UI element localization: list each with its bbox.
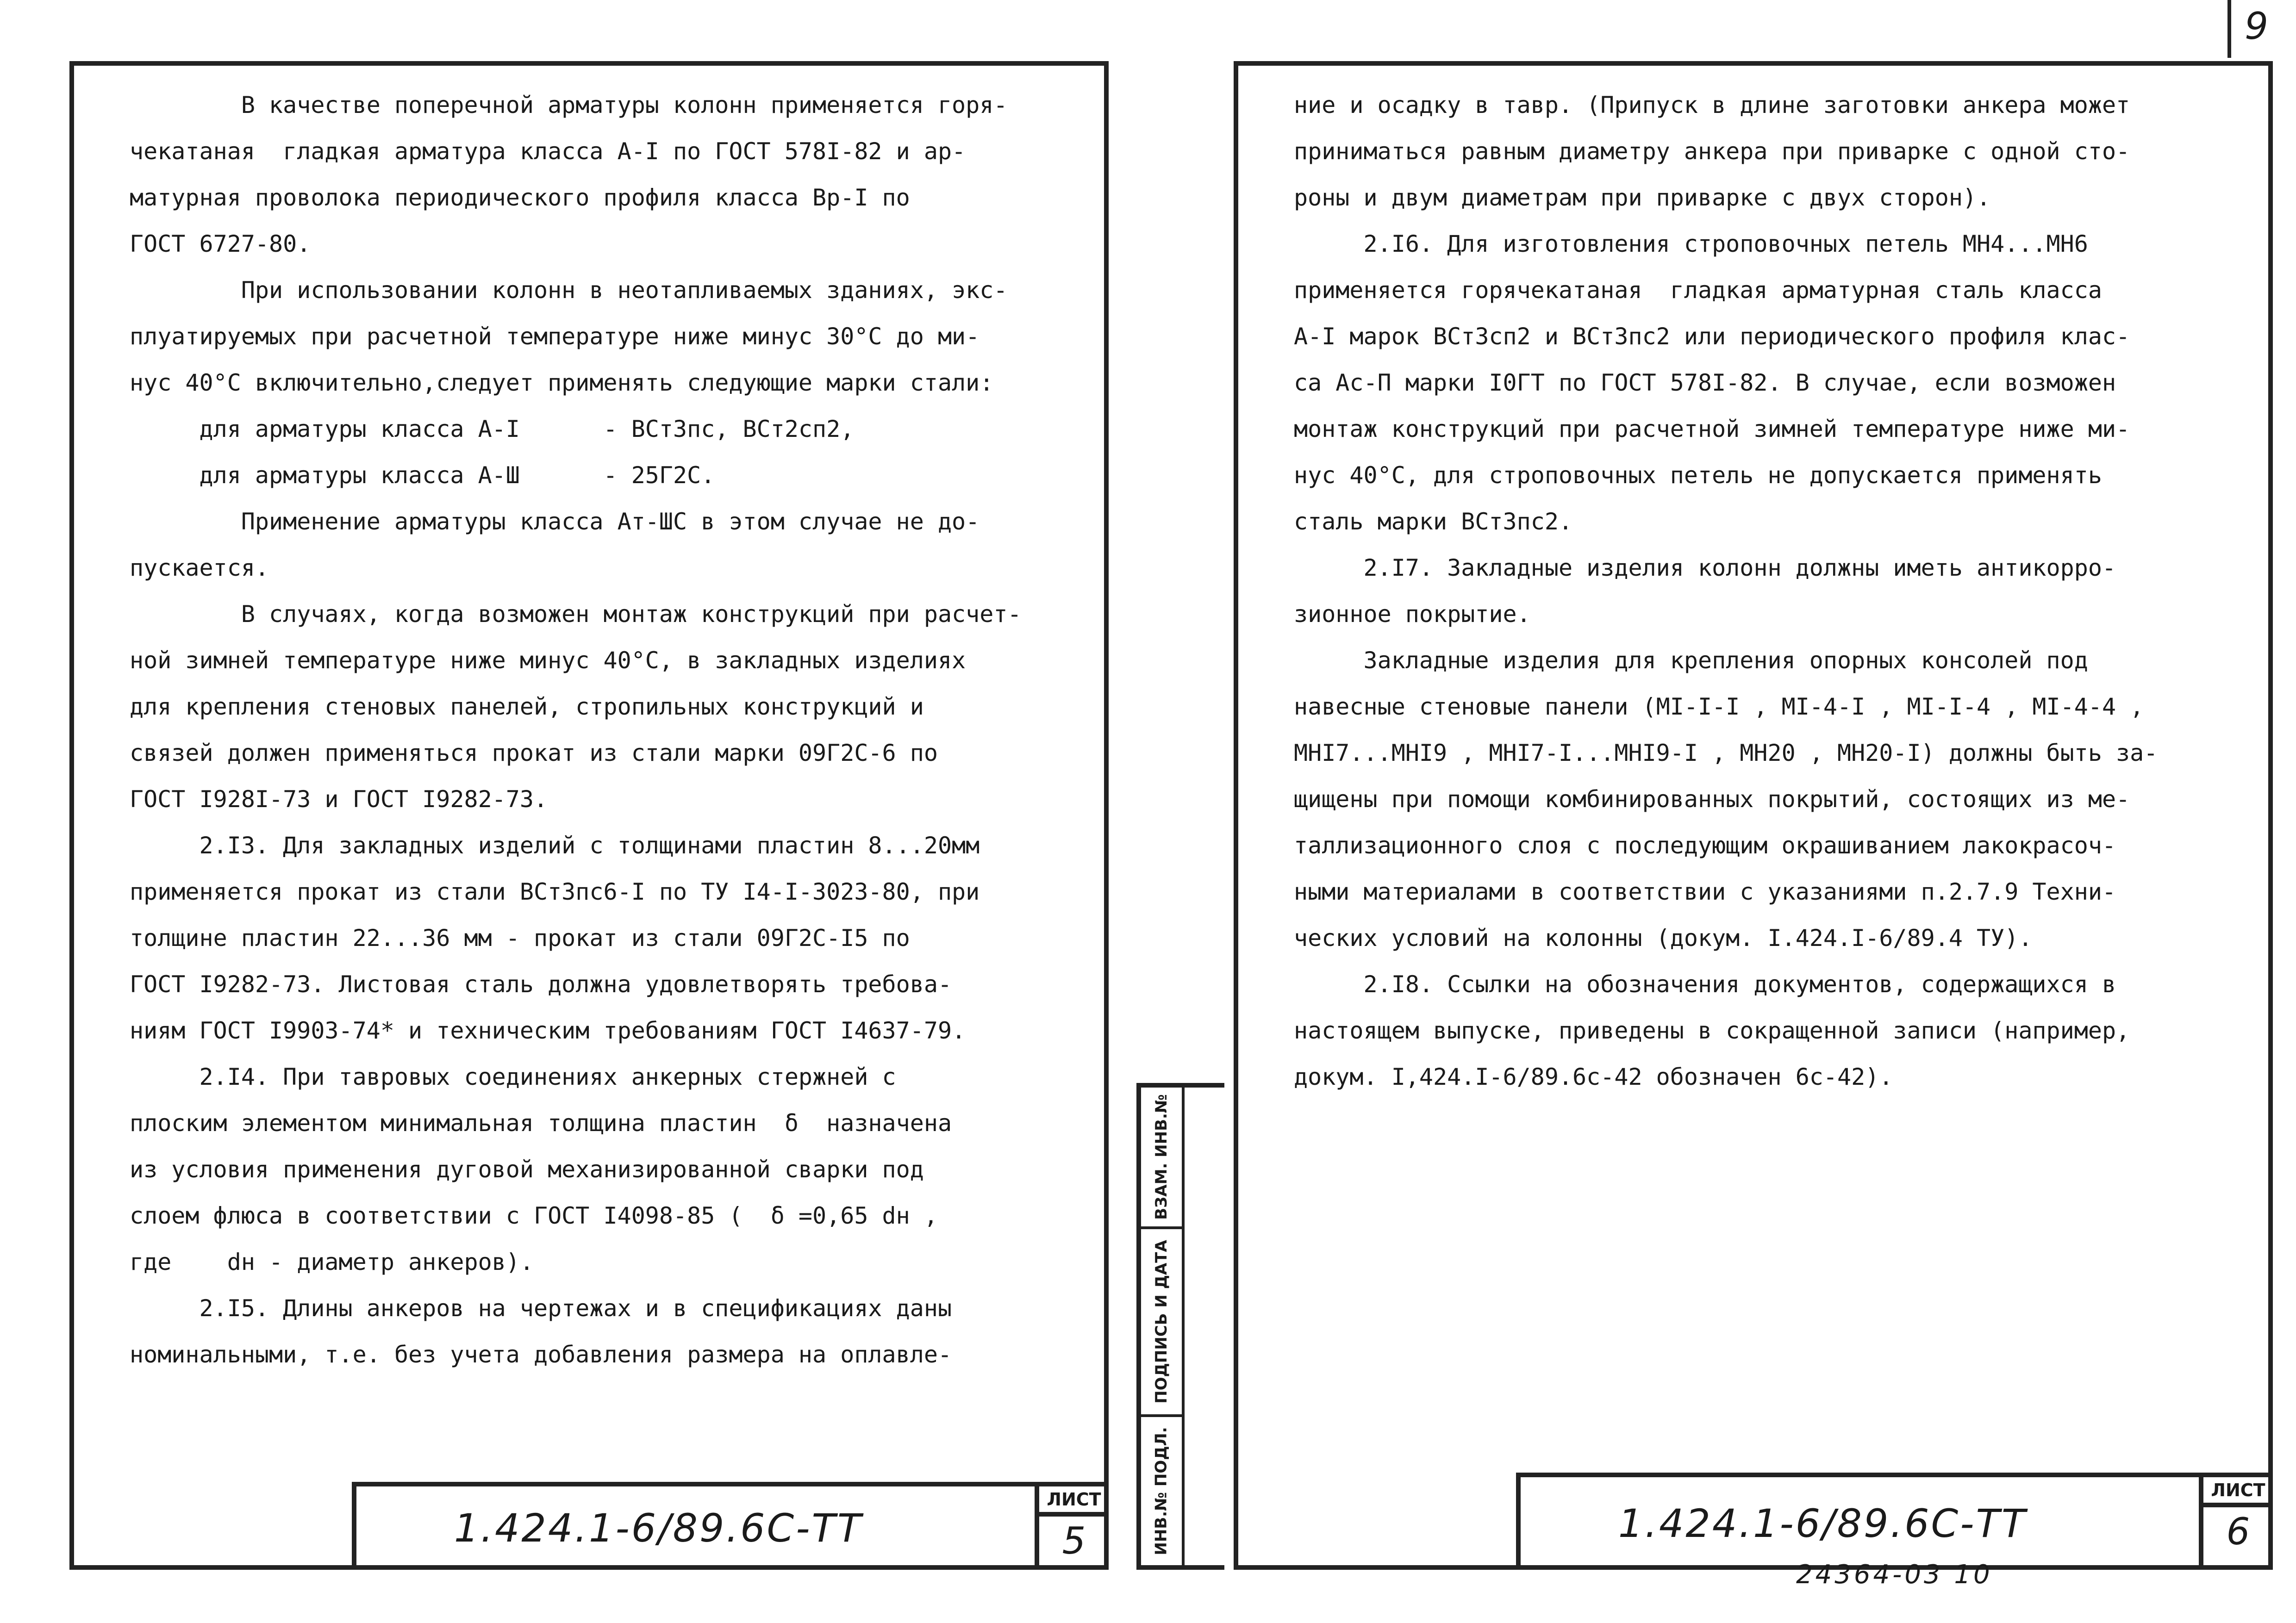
right-text-line: применяется горячекатаная гладкая арматурная сталь класса <box>1294 277 2102 304</box>
right-sheet-label: ЛИСТ <box>2203 1477 2273 1507</box>
strip-cell-podpis <box>1141 1229 1182 1417</box>
left-text-line: плоским элементом минимальная толщина пластин δ назначена <box>130 1110 952 1137</box>
right-text-line: монтаж конструкций при расчетной зимней температуре ниже ми- <box>1294 416 2130 442</box>
left-text-line: ниям ГОСТ I9903-74* и техническим требованиям ГОСТ I4637-79. <box>130 1017 966 1044</box>
left-text-line: Применение арматуры класса Ат-ШС в этом случае не до- <box>130 508 980 535</box>
left-text-line: для крепления стеновых панелей, стропильных конструкций и <box>130 693 924 720</box>
right-text-line: сталь марки ВСт3пс2. <box>1294 508 1573 535</box>
left-document-code: 1.424.1-6/89.6С-ТТ <box>454 1505 863 1551</box>
right-text-line: ческих условий на колонны (докум. I.424.I-6/89.4 ТУ). <box>1294 925 2033 951</box>
right-text-line: роны и двум диаметрам при приварке с двух сторон). <box>1294 184 1991 211</box>
right-sheet-number: 6 <box>2226 1510 2250 1553</box>
right-text-line: таллизационного слоя с последующим окрашиванием лакокрасоч- <box>1294 832 2116 859</box>
left-text-line: где dн - диаметр анкеров). <box>130 1249 534 1275</box>
left-text-line: В качестве поперечной арматуры колонн применяется горя- <box>130 92 1008 118</box>
left-text-line: 2.I4. При тавровых соединениях анкерных стержней с <box>130 1063 896 1090</box>
left-sheet-number: 5 <box>1062 1519 1086 1562</box>
left-text-line: ной зимней температуре ниже минус 40°С, в закладных изделиях <box>130 647 966 674</box>
right-text-line: ными материалами в соответствии с указаниями п.2.7.9 Техни- <box>1294 878 2116 905</box>
strip-label-vzam: ВЗАМ. ИНВ.№ <box>1152 1094 1171 1220</box>
left-text-line: номинальными, т.е. без учета добавления размера на оплавле- <box>130 1341 952 1368</box>
right-text-line: Закладные изделия для крепления опорных консолей под <box>1294 647 2088 674</box>
strip-label-inv: ИНВ.№ ПОДЛ. <box>1152 1427 1171 1555</box>
right-document-code: 1.424.1-6/89.6С-ТТ <box>1618 1501 2028 1546</box>
right-text-block <box>1294 82 2158 1100</box>
right-text-line: зионное покрытие. <box>1294 601 1531 628</box>
left-text-block <box>130 82 1022 1378</box>
left-text-line: плуатируемых при расчетной температуре ниже минус 30°С до ми- <box>130 323 980 350</box>
left-text-line: из условия применения дуговой механизированной сварки под <box>130 1156 924 1183</box>
left-text-line: связей должен применяться прокат из стали марки 09Г2С-6 по <box>130 740 938 766</box>
right-text-line: 2.I6. Для изготовления строповочных петель МН4...МН6 <box>1294 230 2088 257</box>
archive-number: 24364-03 10 <box>1796 1560 1993 1590</box>
left-text-line: слоем флюса в соответствии с ГОСТ I4098-85 ( δ =0,65 dн , <box>130 1202 938 1229</box>
right-text-line: 2.I8. Ссылки на обозначения документов, содержащихся в <box>1294 971 2116 998</box>
right-text-line: ние и осадку в тавр. (Припуск в длине заготовки анкера может <box>1294 92 2130 118</box>
right-sheet <box>1234 61 2273 1570</box>
page-number-bar <box>2227 0 2231 58</box>
left-text-line: для арматуры класса А-I - ВСт3пс, ВСт2сп2, <box>130 416 855 442</box>
left-text-line: чекатаная гладкая арматура класса А-I по ГОСТ 578I-82 и ар- <box>130 138 966 165</box>
left-text-line: ГОСТ I9282-73. Листовая сталь должна удовлетворять требова- <box>130 971 952 998</box>
right-text-line: навесные стеновые панели (МI-I-I , МI-4-I , МI-I-4 , МI-4-4 , <box>1294 693 2144 720</box>
right-sheet-box <box>2199 1477 2273 1570</box>
right-text-line: настоящем выпуске, приведены в сокращенной записи (например, <box>1294 1017 2130 1044</box>
left-text-line: пускается. <box>130 554 269 581</box>
right-text-line: А-I марок ВСт3сп2 и ВСт3пс2 или периодического профиля клас- <box>1294 323 2130 350</box>
right-text-line: са Ас-П марки I0ГТ по ГОСТ 578I-82. В случае, если возможен <box>1294 369 2116 396</box>
strip-cell-inv <box>1141 1417 1182 1565</box>
left-sheet-label: ЛИСТ <box>1039 1486 1109 1517</box>
left-text-line: 2.I5. Длины анкеров на чертежах и в спецификациях даны <box>130 1295 952 1322</box>
right-text-line: щищены при помощи комбинированных покрытий, состоящих из ме- <box>1294 786 2130 813</box>
right-title-block <box>1516 1473 2273 1570</box>
left-text-line: При использовании колонн в неотапливаемых зданиях, экс- <box>130 277 1008 304</box>
strip-label-column <box>1141 1088 1185 1565</box>
left-text-line: В случаях, когда возможен монтаж конструкций при расчет- <box>130 601 1022 628</box>
left-text-line: матурная проволока периодического профиля класса Вр-I по <box>130 184 910 211</box>
page-number: 9 <box>2245 5 2268 48</box>
strip-label-podpis: ПОДПИСЬ И ДАТА <box>1152 1240 1171 1404</box>
left-sheet-box <box>1035 1486 1109 1570</box>
strip-cell-vzam <box>1141 1088 1182 1229</box>
right-text-line: МНI7...МНI9 , МНI7-I...МНI9-I , МН20 , МН20-I) должны быть за- <box>1294 740 2158 766</box>
left-sheet <box>69 61 1109 1570</box>
right-text-line: приниматься равным диаметру анкера при приварке с одной сто- <box>1294 138 2130 165</box>
left-text-line: ГОСТ I928I-73 и ГОСТ I9282-73. <box>130 786 548 813</box>
right-text-line: нус 40°С, для строповочных петель не допускается применять <box>1294 462 2102 489</box>
right-text-line: 2.I7. Закладные изделия колонн должны иметь антикорро- <box>1294 554 2116 581</box>
left-text-line: 2.I3. Для закладных изделий с толщинами пластин 8...20мм <box>130 832 980 859</box>
left-text-line: применяется прокат из стали ВСт3пс6-I по ТУ I4-I-3023-80, при <box>130 878 980 905</box>
right-text-line: докум. I,424.I-6/89.6с-42 обозначен 6с-42). <box>1294 1063 1893 1090</box>
left-text-line: ГОСТ 6727-80. <box>130 230 311 257</box>
left-title-block <box>352 1482 1109 1570</box>
left-text-line: нус 40°С включительно,следует применять следующие марки стали: <box>130 369 994 396</box>
side-strip <box>1136 1083 1224 1570</box>
left-text-line: для арматуры класса А-Ш - 25Г2С. <box>130 462 715 489</box>
left-text-line: толщине пластин 22...36 мм - прокат из стали 09Г2С-I5 по <box>130 925 910 951</box>
